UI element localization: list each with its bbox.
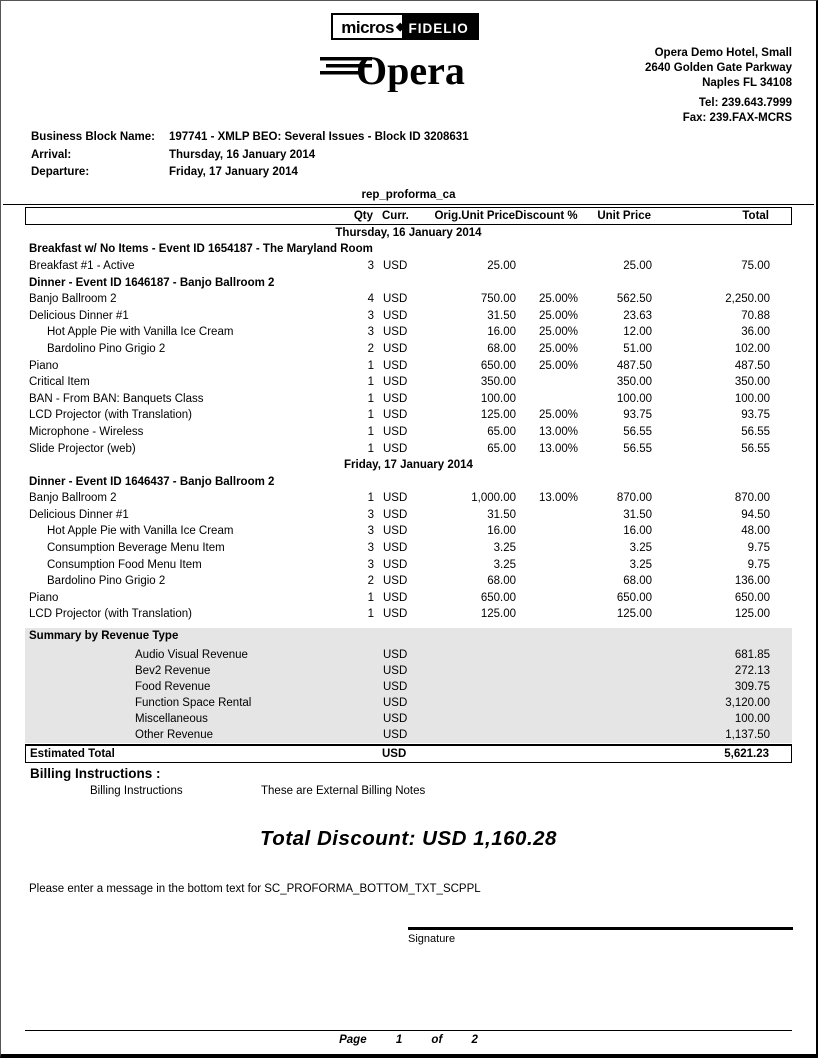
- summary-section: [25, 628, 792, 743]
- item-name: Piano: [29, 359, 59, 372]
- item-orig-price: 650.00: [480, 591, 516, 604]
- item-discount: 13.00%: [538, 492, 578, 505]
- billing-note: These are External Billing Notes: [261, 784, 426, 797]
- item-name: LCD Projector (with Translation): [29, 409, 192, 422]
- table-row: [25, 258, 792, 275]
- business-block-label: Business Block Name:: [31, 131, 155, 143]
- item-qty: 1: [367, 425, 374, 438]
- item-discount: 25.00%: [538, 326, 578, 339]
- summary-currency: USD: [383, 712, 408, 725]
- item-unit-price: 16.00: [623, 525, 652, 538]
- item-name: Delicious Dinner #1: [29, 508, 129, 521]
- hotel-address-block: [645, 46, 792, 126]
- table-row: [25, 490, 792, 507]
- item-total: 56.55: [741, 425, 770, 438]
- event-header-row: Dinner - Event ID 1646437 - Banjo Ballroom 2: [29, 475, 275, 488]
- col-currency: Curr.: [382, 209, 409, 222]
- summary-rows: [25, 647, 792, 743]
- summary-row: [25, 679, 792, 695]
- item-name: Banjo Ballroom 2: [29, 293, 117, 306]
- summary-row: [25, 727, 792, 743]
- estimated-total-row: [25, 744, 792, 763]
- item-currency: USD: [383, 309, 408, 322]
- table-row: [25, 540, 792, 557]
- item-name: LCD Projector (with Translation): [29, 608, 192, 621]
- footer-rule: [25, 1030, 792, 1031]
- item-name: Delicious Dinner #1: [29, 309, 129, 322]
- departure-label: Departure:: [31, 166, 90, 178]
- summary-value: 1,137.50: [725, 728, 770, 741]
- item-currency: USD: [383, 359, 408, 372]
- opera-logo: [318, 44, 493, 95]
- table-row: [25, 523, 792, 540]
- page-label: Page: [339, 1034, 367, 1046]
- item-name: Breakfast #1 - Active: [29, 259, 135, 272]
- item-unit-price: 56.55: [623, 442, 652, 455]
- table-row: [25, 424, 792, 441]
- departure-value: Friday, 17 January 2014: [169, 166, 298, 178]
- item-qty: 1: [367, 392, 374, 405]
- item-name: BAN - From BAN: Banquets Class: [29, 392, 204, 405]
- item-orig-price: 65.00: [487, 425, 516, 438]
- item-currency: USD: [383, 442, 408, 455]
- summary-row: [25, 647, 792, 663]
- item-discount: 25.00%: [538, 293, 578, 306]
- item-qty: 1: [367, 442, 374, 455]
- table-row: [25, 590, 792, 607]
- item-name: Bardolino Pino Grigio 2: [47, 342, 166, 355]
- item-total: 9.75: [747, 558, 770, 571]
- item-total: 94.50: [741, 508, 770, 521]
- table-row: [25, 390, 792, 407]
- item-currency: USD: [383, 293, 408, 306]
- summary-value: 100.00: [734, 712, 770, 725]
- arrival-row: [31, 147, 816, 165]
- item-unit-price: 23.63: [623, 309, 652, 322]
- estimated-total-currency: USD: [382, 747, 407, 760]
- item-orig-price: 68.00: [487, 575, 516, 588]
- item-orig-price: 125.00: [480, 409, 516, 422]
- billing-heading: Billing Instructions :: [30, 765, 161, 781]
- item-orig-price: 650.00: [480, 359, 516, 372]
- page-indicator: [25, 1034, 792, 1046]
- item-unit-price: 870.00: [616, 492, 652, 505]
- item-total: 100.00: [734, 392, 770, 405]
- item-currency: USD: [383, 259, 408, 272]
- summary-value: 3,120.00: [725, 696, 770, 709]
- estimated-total-value: 5,621.23: [724, 747, 769, 760]
- table-row: [25, 307, 792, 324]
- item-total: 487.50: [734, 359, 770, 372]
- total-discount: Total Discount: USD 1,160.28: [260, 826, 557, 850]
- item-qty: 3: [367, 309, 374, 322]
- item-name: Microphone - Wireless: [29, 425, 144, 438]
- hotel-telephone: Tel: 239.643.7999: [698, 97, 792, 109]
- item-total: 56.55: [741, 442, 770, 455]
- item-total: 125.00: [734, 608, 770, 621]
- billing-instructions-section: [25, 766, 792, 797]
- arrival-label: Arrival:: [31, 148, 72, 161]
- micros-logo-text: micros: [333, 15, 396, 38]
- table-row: [25, 341, 792, 358]
- item-unit-price: 68.00: [623, 575, 652, 588]
- item-unit-price: 3.25: [629, 542, 652, 555]
- item-qty: 3: [367, 525, 374, 538]
- table-row: [25, 291, 792, 308]
- items-table: [25, 207, 792, 623]
- col-qty: Qty: [353, 209, 373, 222]
- item-qty: 3: [367, 508, 374, 521]
- item-unit-price: 3.25: [629, 558, 652, 571]
- item-orig-price: 16.00: [487, 326, 516, 339]
- item-qty: 3: [367, 542, 374, 555]
- item-currency: USD: [383, 508, 408, 521]
- signature-line: [408, 927, 793, 930]
- item-orig-price: 16.00: [487, 525, 516, 538]
- summary-value: 272.13: [734, 664, 770, 677]
- item-orig-price: 350.00: [480, 376, 516, 389]
- hotel-fax: Fax: 239.FAX-MCRS: [682, 112, 792, 124]
- item-total: 350.00: [734, 376, 770, 389]
- item-currency: USD: [383, 409, 408, 422]
- diamond-icon: ◆: [396, 21, 405, 33]
- item-name: Hot Apple Pie with Vanilla Ice Cream: [47, 326, 234, 339]
- report-title: rep_proforma_ca: [361, 188, 456, 201]
- item-currency: USD: [383, 342, 408, 355]
- summary-title: Summary by Revenue Type: [29, 629, 179, 642]
- item-name: Slide Projector (web): [29, 442, 136, 455]
- item-currency: USD: [383, 392, 408, 405]
- item-orig-price: 68.00: [487, 342, 516, 355]
- item-qty: 3: [367, 326, 374, 339]
- item-currency: USD: [383, 525, 408, 538]
- business-block-row: [31, 129, 816, 147]
- report-header: [1, 1, 816, 127]
- col-total: Total: [742, 209, 769, 222]
- item-qty: 2: [367, 342, 374, 355]
- item-orig-price: 750.00: [480, 293, 516, 306]
- date-header-row: Thursday, 16 January 2014: [335, 226, 482, 239]
- logo-block: [318, 13, 493, 95]
- billing-row: [25, 785, 792, 797]
- item-orig-price: 3.25: [493, 542, 516, 555]
- item-unit-price: 51.00: [623, 342, 652, 355]
- table-header-row: [25, 207, 792, 225]
- col-discount: Discount %: [515, 209, 578, 222]
- item-unit-price: 100.00: [616, 392, 652, 405]
- table-row: [25, 573, 792, 590]
- item-currency: USD: [383, 591, 408, 604]
- item-total: 75.00: [741, 259, 770, 272]
- hotel-address-line1: 2640 Golden Gate Parkway: [644, 62, 792, 74]
- item-unit-price: 93.75: [623, 409, 652, 422]
- signature-block: [408, 927, 793, 945]
- item-currency: USD: [383, 608, 408, 621]
- item-discount: 25.00%: [538, 342, 578, 355]
- item-name: Consumption Food Menu Item: [47, 558, 202, 571]
- item-qty: 4: [367, 293, 374, 306]
- summary-row: [25, 711, 792, 727]
- fidelio-logo-text: FIDELIO: [402, 15, 476, 38]
- item-orig-price: 65.00: [487, 442, 516, 455]
- summary-label: Other Revenue: [135, 728, 213, 741]
- item-orig-price: 100.00: [480, 392, 516, 405]
- estimated-total-label: Estimated Total: [30, 747, 115, 760]
- item-discount: 25.00%: [538, 309, 578, 322]
- arrival-value: Thursday, 16 January 2014: [169, 148, 316, 161]
- table-row: [25, 374, 792, 391]
- item-unit-price: 56.55: [623, 425, 652, 438]
- item-total: 102.00: [734, 342, 770, 355]
- summary-value: 681.85: [734, 648, 770, 661]
- item-unit-price: 487.50: [616, 359, 652, 372]
- item-total: 2,250.00: [725, 293, 770, 306]
- item-name: Critical Item: [29, 376, 90, 389]
- item-total: 650.00: [734, 591, 770, 604]
- item-discount: 13.00%: [538, 442, 578, 455]
- item-currency: USD: [383, 575, 408, 588]
- item-discount: 25.00%: [538, 409, 578, 422]
- item-orig-price: 3.25: [493, 558, 516, 571]
- item-name: Hot Apple Pie with Vanilla Ice Cream: [47, 525, 234, 538]
- table-row: [25, 324, 792, 341]
- item-name: Piano: [29, 591, 59, 604]
- item-total: 48.00: [741, 525, 770, 538]
- departure-row: [31, 164, 816, 182]
- summary-row: [25, 695, 792, 711]
- col-unit-price: Unit Price: [597, 209, 651, 222]
- item-name: Banjo Ballroom 2: [29, 492, 117, 505]
- summary-value: 309.75: [734, 680, 770, 693]
- summary-label: Function Space Rental: [135, 696, 252, 709]
- item-total: 93.75: [741, 409, 770, 422]
- page-footer: [25, 1030, 792, 1046]
- table-top-rule: [3, 204, 814, 205]
- item-total: 136.00: [734, 575, 770, 588]
- item-unit-price: 31.50: [623, 508, 652, 521]
- hotel-address-line2: Naples FL 34108: [702, 77, 792, 89]
- table-body: [25, 225, 792, 623]
- summary-currency: USD: [383, 696, 408, 709]
- billing-label: Billing Instructions: [90, 784, 183, 797]
- item-unit-price: 12.00: [623, 326, 652, 339]
- item-name: Consumption Beverage Menu Item: [47, 542, 225, 555]
- item-currency: USD: [383, 558, 408, 571]
- booking-info: [31, 129, 816, 182]
- summary-row: [25, 663, 792, 679]
- item-total: 70.88: [741, 309, 770, 322]
- summary-label: Food Revenue: [135, 680, 211, 693]
- item-unit-price: 25.00: [623, 259, 652, 272]
- item-currency: USD: [383, 376, 408, 389]
- item-orig-price: 31.50: [487, 309, 516, 322]
- item-qty: 1: [367, 409, 374, 422]
- summary-label: Audio Visual Revenue: [135, 648, 248, 661]
- item-unit-price: 650.00: [616, 591, 652, 604]
- item-qty: 1: [367, 376, 374, 389]
- item-discount: 25.00%: [538, 359, 578, 372]
- opera-logo-text: Opera: [355, 48, 465, 92]
- summary-currency: USD: [383, 728, 408, 741]
- item-qty: 2: [367, 575, 374, 588]
- business-block-value: 197741 - XMLP BEO: Several Issues - Block ID 3208631: [169, 131, 469, 143]
- item-orig-price: 25.00: [487, 259, 516, 272]
- item-unit-price: 125.00: [616, 608, 652, 621]
- col-orig-price: Orig.Unit Price: [434, 209, 515, 222]
- event-header-row: Breakfast w/ No Items - Event ID 1654187 - The Maryland Room: [29, 243, 373, 256]
- bottom-message: Please enter a message in the bottom text for SC_PROFORMA_BOTTOM_TXT_SCPPL: [29, 882, 481, 895]
- signature-label: Signature: [408, 932, 456, 945]
- item-unit-price: 350.00: [616, 376, 652, 389]
- item-qty: 1: [367, 608, 374, 621]
- item-total: 870.00: [734, 492, 770, 505]
- summary-currency: USD: [383, 664, 408, 677]
- item-qty: 1: [367, 591, 374, 604]
- table-row: [25, 440, 792, 457]
- item-currency: USD: [383, 326, 408, 339]
- summary-label: Bev2 Revenue: [135, 664, 211, 677]
- table-row: [25, 407, 792, 424]
- summary-label: Miscellaneous: [135, 712, 208, 725]
- total-pages: 2: [471, 1034, 478, 1046]
- item-orig-price: 1,000.00: [471, 492, 516, 505]
- table-row: [25, 507, 792, 524]
- item-qty: 1: [367, 359, 374, 372]
- of-label: of: [431, 1034, 443, 1046]
- item-discount: 13.00%: [538, 425, 578, 438]
- table-row: [25, 606, 792, 623]
- item-orig-price: 125.00: [480, 608, 516, 621]
- item-orig-price: 31.50: [487, 508, 516, 521]
- event-header-row: Dinner - Event ID 1646187 - Banjo Ballroom 2: [29, 276, 275, 289]
- item-qty: 3: [367, 558, 374, 571]
- item-qty: 3: [367, 259, 374, 272]
- item-unit-price: 562.50: [616, 293, 652, 306]
- table-row: [25, 357, 792, 374]
- item-total: 36.00: [741, 326, 770, 339]
- summary-currency: USD: [383, 648, 408, 661]
- item-currency: USD: [383, 425, 408, 438]
- item-currency: USD: [383, 542, 408, 555]
- item-total: 9.75: [747, 542, 770, 555]
- item-name: Bardolino Pino Grigio 2: [47, 575, 166, 588]
- summary-currency: USD: [383, 680, 408, 693]
- hotel-name: Opera Demo Hotel, Small: [654, 47, 792, 59]
- item-currency: USD: [383, 492, 408, 505]
- table-row: [25, 556, 792, 573]
- micros-fidelio-logo: [331, 13, 478, 40]
- page-number: 1: [395, 1034, 403, 1046]
- date-header-row: Friday, 17 January 2014: [344, 459, 473, 472]
- item-qty: 1: [367, 492, 374, 505]
